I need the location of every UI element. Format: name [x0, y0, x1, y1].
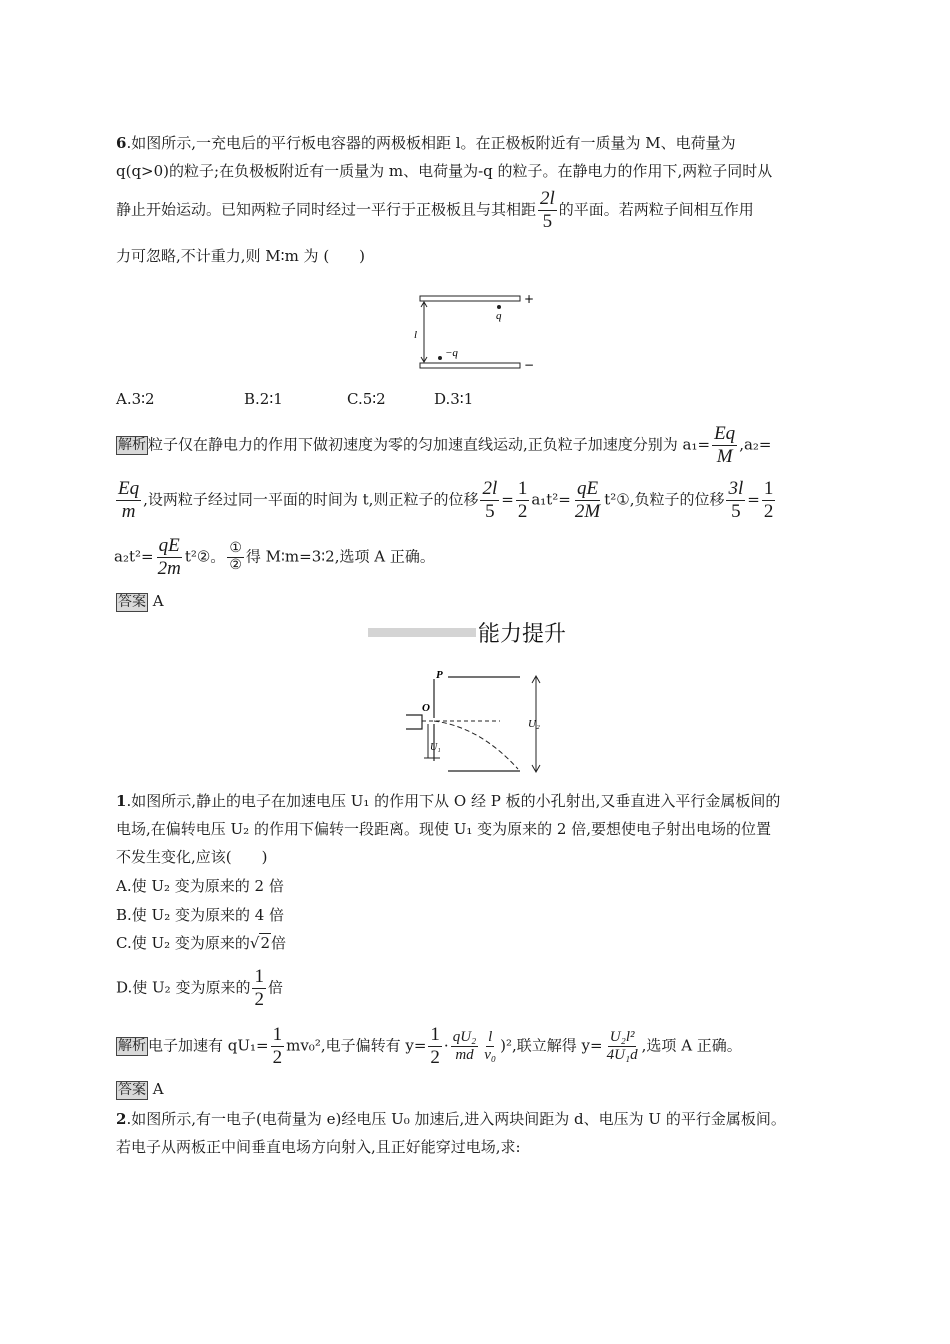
negative-plate	[420, 363, 520, 368]
q6-analysis-line2: $\frac{Eq}{m}$ ,设两粒子经过同一平面的时间为 t,则正粒子的位移 $\frac{2l}{5}$ = $\frac{1}{2}$ a₁t²= $\frac{qE}{2M}$ t²①,负粒子的位移 $\frac{3l}{5}$ = $\frac{1}{2}$	[118, 478, 774, 522]
positive-plate	[420, 296, 520, 301]
minus-sign: −	[524, 358, 535, 372]
q1-line3: 不发生变化,应该( )	[116, 848, 268, 866]
capacitor-figure	[410, 290, 540, 372]
q1-option-b: B.使 U₂ 变为原来的 4 倍	[116, 906, 285, 924]
deflection-figure	[400, 665, 560, 780]
electron-path	[434, 721, 518, 769]
analysis-tag: 解析	[118, 1038, 146, 1055]
q2-line2: 若电子从两板正中间垂直电场方向射入,且正好能穿过电场,求:	[116, 1138, 521, 1156]
q1-line2: 电场,在偏转电压 U₂ 的作用下偏转一段距离。现使 U₁ 变为原来的 2 倍,要想使电子射出电场的位置	[116, 820, 772, 838]
q2-line1: 2.如图所示,有一电子(电荷量为 e)经电压 U₀ 加速后,进入两块间距为 d、电压为 U 的平行金属板间。	[116, 1110, 786, 1128]
q1-answer: 答案 A	[118, 1080, 164, 1098]
q6-answer: 答案 A	[118, 592, 164, 610]
q6-line2: q(q>0)的粒子;在负极板附近有一质量为 m、电荷量为-q 的粒子。在静电力的作用下,两粒子同时从	[116, 162, 773, 180]
analysis-tag: 解析	[118, 437, 146, 454]
q6-line4: 力可忽略,不计重力,则 M∶m 为 ( )	[116, 247, 366, 265]
q6-option-a: A.3∶2	[116, 390, 155, 408]
section-bar	[368, 628, 476, 637]
section-title: 能力提升	[478, 622, 567, 647]
q-label: q	[496, 310, 502, 322]
q1-analysis: 解析 电子加速有 qU₁= $\frac{1}{2}$ mv₀²,电子偏转有 y= $\frac{1}{2}$ · $\frac{\text{qU₂}}{md}$ $\frac{l}{\text{v₀}}$ )²,联立解得 y= $\frac{\text{U₂l²}}{\text{4U₁d}}$ ,选项 A 正确。	[118, 1024, 742, 1068]
q6-analysis-line1: 解析 粒子仅在静电力的作用下做初速度为零的匀加速直线运动,正负粒子加速度分别为 a₁= $\frac{Eq}{M}$ ,a₂=	[118, 423, 772, 467]
q1-option-d: D.使 U₂ 变为原来的 $\frac{1}{2}$ 倍	[116, 966, 283, 1010]
l-label: l	[414, 329, 418, 341]
q6-analysis-line3: a₂t²= $\frac{qE}{2m}$ t²②。 $\frac{\text{①}}{\text{②}}$ 得 M∶m=3∶2,选项 A 正确。	[114, 535, 435, 579]
q6-option-c: C.5∶2	[347, 390, 386, 408]
negative-particle	[438, 356, 442, 360]
q6-option-d: D.3∶1	[434, 390, 474, 408]
electron-gun	[406, 715, 422, 729]
U1-label: U₁	[430, 742, 441, 753]
q6-option-b: B.2∶1	[244, 390, 283, 408]
q1-option-c: C.使 U₂ 变为原来的√2倍	[116, 934, 287, 952]
plus-sign: +	[524, 292, 535, 306]
answer-tag: 答案	[118, 1082, 146, 1098]
O-label: O	[422, 702, 430, 714]
neg-q-label: −q	[445, 347, 458, 359]
U2-label: U₂	[528, 718, 540, 730]
P-label: P	[436, 669, 443, 681]
answer-tag: 答案	[118, 594, 146, 610]
q6-line3: 静止开始运动。已知两粒子同时经过一平行于正极板且与其相距 $\frac{2l}{5}$ 的平面。若两粒子间相互作用	[116, 188, 754, 232]
positive-particle	[497, 305, 501, 309]
q1-line1: 1.如图所示,静止的电子在加速电压 U₁ 的作用下从 O 经 P 板的小孔射出,又垂直进入平行金属板间的	[116, 792, 781, 810]
q6-line1: 6.如图所示,一充电后的平行板电容器的两极板相距 l。在正极板附近有一质量为 M、电荷量为	[116, 134, 736, 152]
q1-option-a: A.使 U₂ 变为原来的 2 倍	[116, 877, 284, 895]
